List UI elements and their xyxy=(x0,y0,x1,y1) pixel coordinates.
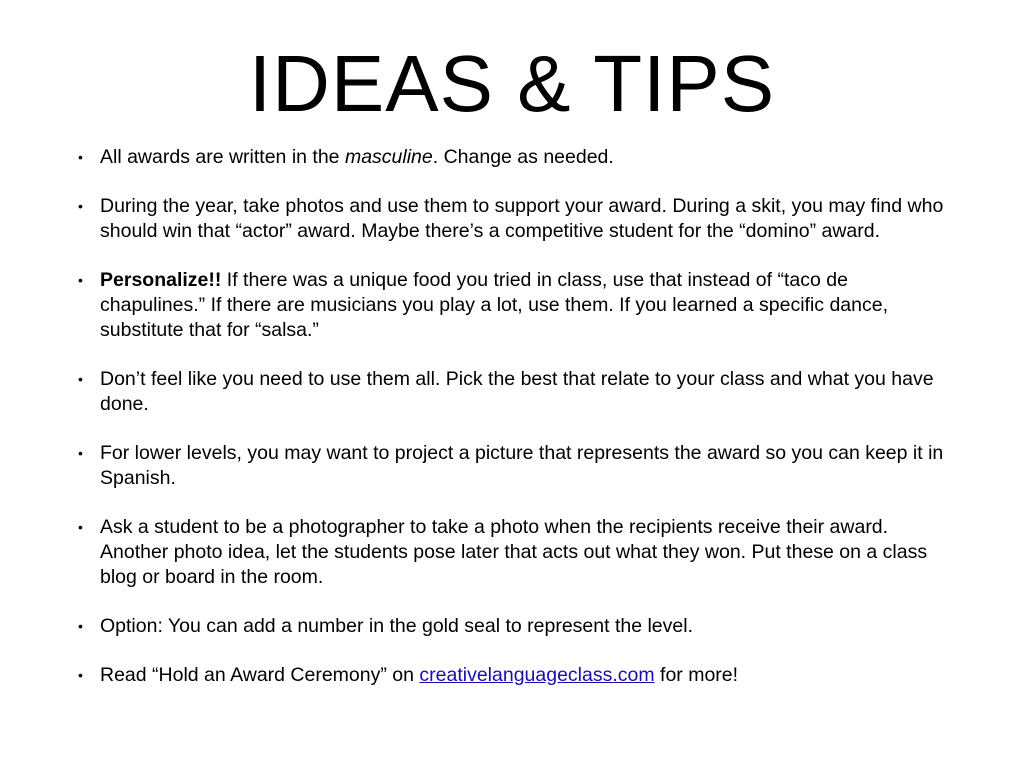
tips-list xyxy=(76,145,956,712)
bullet-text: During the year, take photos and use them to support your award. During a skit, you may find who should win that “actor” award. Maybe there’s a competitive student for the “domino” award. xyxy=(100,195,944,242)
list-item xyxy=(76,515,956,590)
bullet-text-pre: Read “Hold an Award Ceremony” on xyxy=(100,664,420,686)
bullet-icon: • xyxy=(78,445,83,461)
bullet-icon: • xyxy=(78,667,83,683)
bullet-text-post: . Change as needed. xyxy=(432,146,614,168)
bullet-text: Option: You can add a number in the gold seal to represent the level. xyxy=(100,615,693,637)
list-item xyxy=(76,614,956,639)
bullet-text: Don’t feel like you need to use them all. Pick the best that relate to your class and what you have done. xyxy=(100,368,934,415)
bullet-text: Ask a student to be a photographer to take a photo when the recipients receive their award. Another photo idea, let the students pose later that acts out what they won. Put these on a class blog or board in the room. xyxy=(100,516,928,588)
bullet-icon: • xyxy=(78,149,83,165)
list-item xyxy=(76,367,956,417)
bullet-icon: • xyxy=(78,519,83,535)
list-item xyxy=(76,441,956,491)
creativelanguageclass-link[interactable]: creativelanguageclass.com xyxy=(419,664,655,686)
bullet-text: If there was a unique food you tried in class, use that instead of “taco de chapulines.” If there are musicians you play a lot, use them. If you learned a specific dance, substitute that for “salsa.” xyxy=(100,269,889,341)
bullet-text-pre: All awards are written in the xyxy=(100,146,345,168)
list-item xyxy=(76,194,956,244)
bullet-icon: • xyxy=(78,371,83,387)
bullet-icon: • xyxy=(78,618,83,634)
bullet-text-emphasis: masculine xyxy=(344,146,433,168)
list-item xyxy=(76,268,956,343)
bullet-text-post: for more! xyxy=(654,664,739,686)
slide-title: IDEAS & TIPS xyxy=(248,39,776,128)
bullet-text: For lower levels, you may want to project a picture that represents the award so you can keep it in Spanish. xyxy=(100,442,944,489)
list-item xyxy=(76,145,956,170)
bullet-text-bold: Personalize!! xyxy=(100,269,222,291)
list-item xyxy=(76,663,956,688)
bullet-icon: • xyxy=(78,272,83,288)
bullet-icon: • xyxy=(78,198,83,214)
